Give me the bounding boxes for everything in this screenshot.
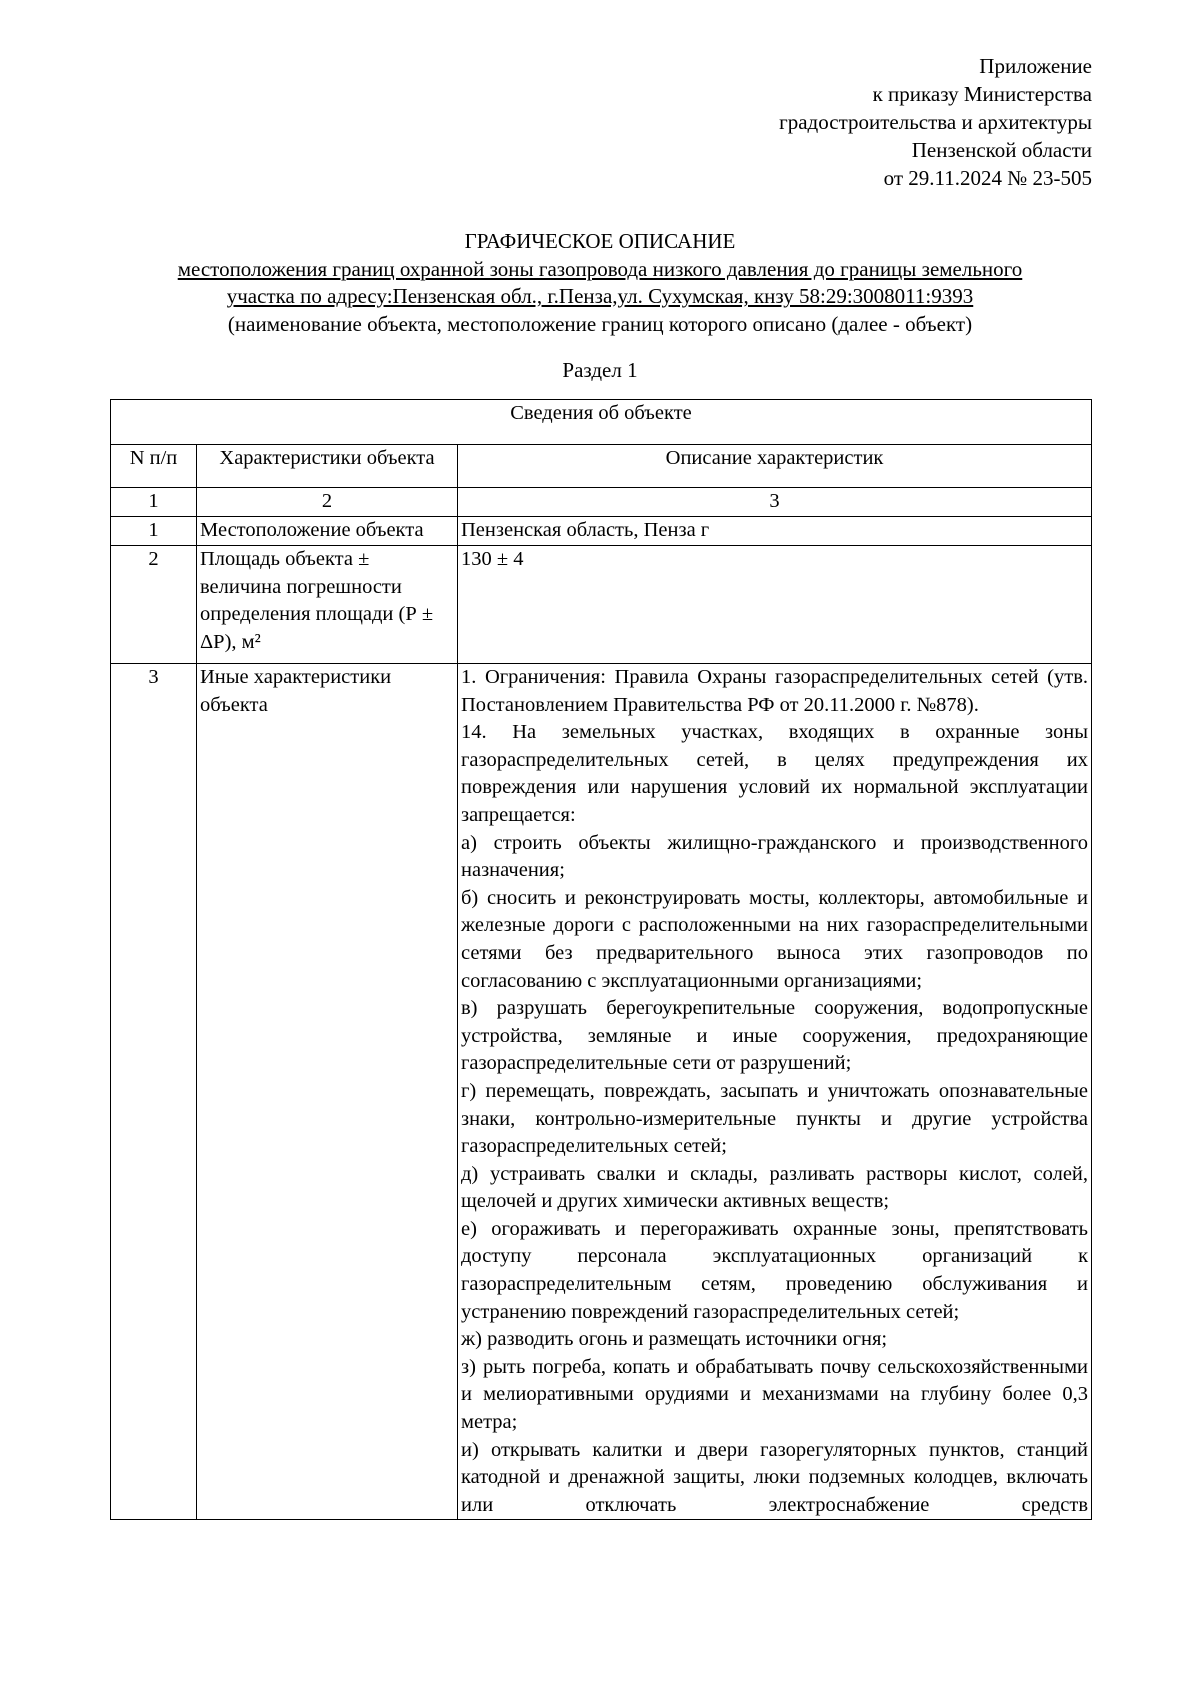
row-characteristic: Площадь объекта ± величина погрешности определения площади (Р ± ΔР), м²	[197, 546, 458, 664]
document-title: ГРАФИЧЕСКОЕ ОПИСАНИЕ	[464, 229, 736, 253]
restriction-paragraph: г) перемещать, повреждать, засыпать и уничтожать опознавательные знаки, контрольно-измерительные пункты и другие устройства газораспределительных сетей;	[461, 1079, 1089, 1158]
table-row	[111, 664, 1092, 1520]
object-caption: (наименование объекта, местоположение границ которого описано (далее - объект)	[227, 311, 973, 336]
column-headers-row	[111, 445, 1092, 488]
table-row	[111, 546, 1092, 664]
appendix-line: Пензенской области	[911, 138, 1092, 162]
column-number: 3	[458, 488, 1092, 517]
table-header: Сведения об объекте	[111, 400, 1092, 445]
row-number: 1	[111, 517, 197, 546]
restriction-paragraph: и) открывать калитки и двери газорегуляторных пунктов, станций катодной и дренажной защиты, люки подземных колодцев, включать или отключать электроснабжение средств	[461, 1438, 1089, 1516]
appendix-line: градостроительства и архитектуры	[779, 110, 1092, 134]
restriction-paragraph: ж) разводить огонь и размещать источники огня;	[461, 1328, 888, 1351]
restriction-paragraph: з) рыть погреба, копать и обрабатывать почву сельскохозяйственными и мелиоративными орудиями и механизмами на глубину более 0,3 метра;	[461, 1355, 1089, 1434]
restriction-paragraph: а) строить объекты жилищно-гражданского и производственного назначения;	[461, 831, 1089, 882]
row-characteristic: Иные характеристики объекта	[197, 664, 458, 1520]
row-number: 2	[111, 546, 197, 664]
column-header: Характеристики объекта	[197, 445, 458, 488]
row-characteristic: Местоположение объекта	[197, 517, 458, 546]
appendix-line: Приложение	[979, 54, 1092, 78]
restriction-paragraph: 14. На земельных участках, входящих в охранные зоны газораспределительных сетей, в целях предупреждения их повреждения или нарушения условий их нормальной эксплуатации запрещается:	[461, 721, 1089, 826]
row-description: Пензенская область, Пенза г	[458, 517, 1092, 546]
restriction-paragraph: в) разрушать берегоукрепительные сооружения, водопропускные устройства, земляные и иные сооружения, предохраняющие газораспределительные сети от разрушений;	[461, 997, 1089, 1075]
restriction-paragraph: б) сносить и реконструировать мосты, коллекторы, автомобильные и железные дороги с расположенными на них газораспределительными сетями без предварительного выноса этих газопроводов по согласованию с эксплуатационными организациями;	[461, 886, 1089, 992]
row-description: 130 ± 4	[458, 546, 1092, 664]
appendix-line: к приказу Министерства	[872, 82, 1092, 106]
object-info-table	[110, 399, 1092, 1520]
section-label: Раздел 1	[562, 358, 638, 382]
column-numbers-row	[111, 488, 1092, 517]
table-header-row	[111, 400, 1092, 445]
appendix-block	[612, 52, 1092, 192]
table-row	[111, 517, 1092, 546]
restriction-paragraph: д) устраивать свалки и склады, разливать растворы кислот, солей, щелочей и других химически активных веществ;	[461, 1162, 1089, 1213]
object-name-line: местоположения границ охранной зоны газопровода низкого давления до границы земельного	[177, 256, 1023, 281]
restriction-paragraph: 1. Ограничения: Правила Охраны газораспределительных сетей (утв. Постановлением Правительства РФ от 20.11.2000 г. №878).	[461, 666, 1089, 716]
row-description	[458, 664, 1092, 1520]
object-name-line: участка по адресу:Пензенская обл., г.Пенза,ул. Сухумская, кнзу 58:29:3008011:9393	[226, 284, 974, 308]
row-number: 3	[111, 664, 197, 1520]
appendix-order-date: от 29.11.2024 № 23-505	[883, 166, 1092, 190]
column-header: Описание характеристик	[458, 445, 1092, 488]
restriction-paragraph: е) огораживать и перегораживать охранные зоны, препятствовать доступу персонала эксплуатационных организаций к газораспределительным сетям, проведению обслуживания и устранению повреждений газораспределительных сетей;	[461, 1217, 1089, 1323]
column-number: 2	[197, 488, 458, 517]
title-block	[100, 228, 1100, 338]
column-header: N п/п	[111, 445, 197, 488]
column-number: 1	[111, 488, 197, 517]
